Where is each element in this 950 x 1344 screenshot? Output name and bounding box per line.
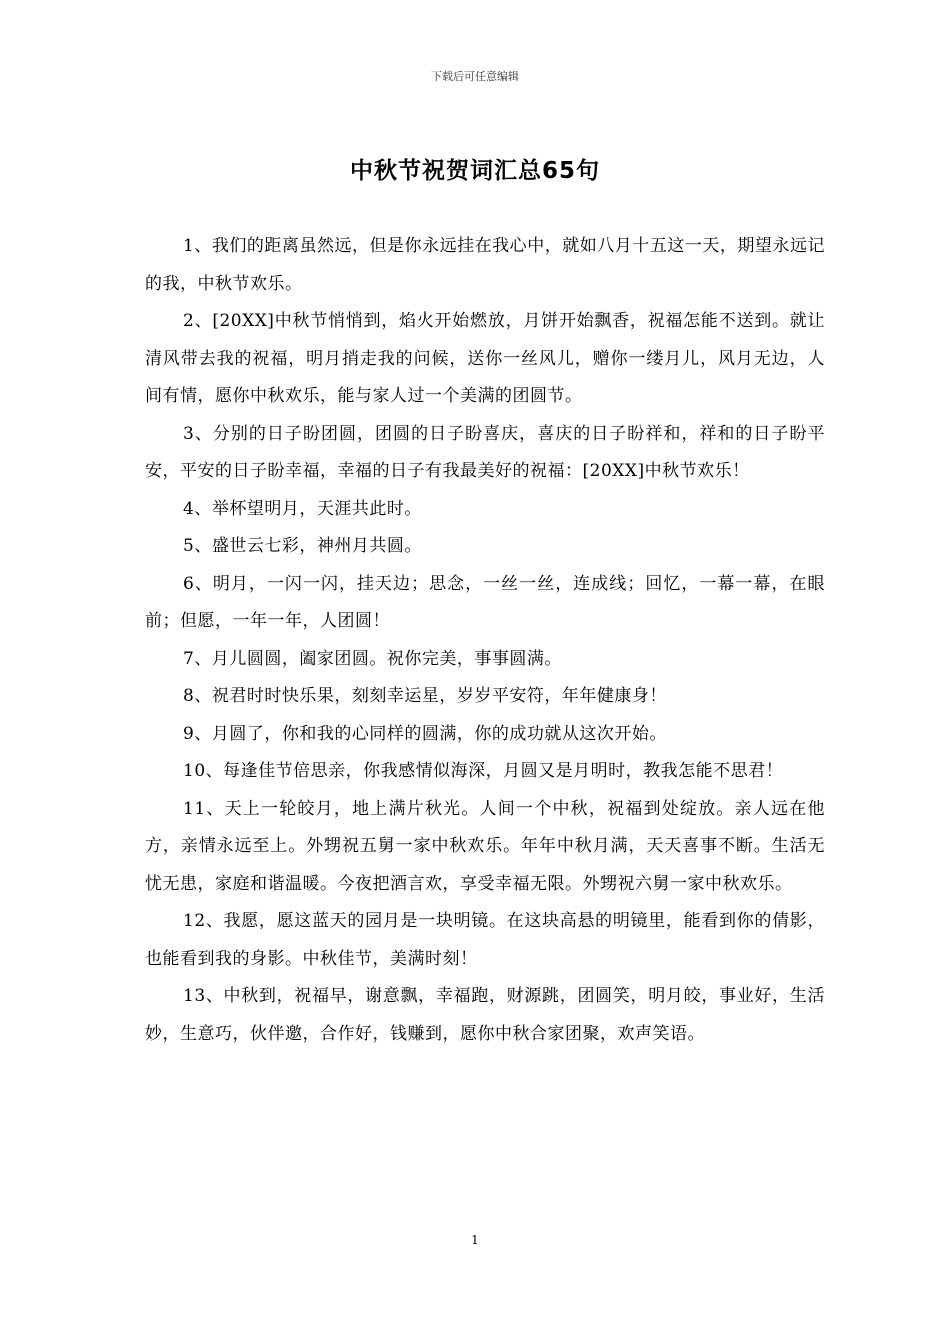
paragraph-3: 3、分别的日子盼团圆，团圆的日子盼喜庆，喜庆的日子盼祥和，祥和的日子盼平安，平安的日子盼幸福，幸福的日子有我最美好的祝福：[20XX]中秋节欢乐！ [145, 423, 825, 481]
paragraph-8: 8、祝君时时快乐果，刻刻幸运星，岁岁平安符，年年健康身！ [183, 686, 667, 706]
page-number: 1 [471, 1233, 479, 1247]
paragraph-1: 1、我们的距离虽然远，但是你永远挂在我心中，就如八月十五这一天，期望永远记的我，中秋节欢乐。 [145, 236, 825, 294]
header-note: 下载后可任意编辑 [431, 70, 519, 83]
paragraph-10: 10、每逢佳节倍思亲，你我感情似海深，月圆又是月明时，教我怎能不思君！ [183, 761, 784, 781]
document-body [145, 228, 825, 1053]
paragraph-7: 7、月儿圆圆，阖家团圆。祝你完美，事事圆满。 [183, 648, 562, 669]
paragraph-2: 2、[20XX]中秋节悄悄到，焰火开始燃放，月饼开始飘香，祝福怎能不送到。就让清风带去我的祝福，明月捎走我的问候，送你一丝风儿，赠你一缕月儿，风月无边，人间有情，愿你中秋欢乐，能与家人过一个美满的团圆节。 [145, 311, 825, 406]
document-title: 中秋节祝贺词汇总65句 [349, 158, 600, 184]
paragraph-6: 6、明月，一闪一闪，挂天边；思念，一丝一丝，连成线；回忆，一幕一幕，在眼前；但愿，一年一年，人团圆！ [145, 573, 825, 631]
paragraph-13: 13、中秋到，祝福早，谢意飘，幸福跑，财源跳，团圆笑，明月皎，事业好，生活妙，生意巧，伙伴邀，合作好，钱赚到，愿你中秋合家团聚，欢声笑语。 [145, 986, 825, 1044]
paragraph-12: 12、我愿，愿这蓝天的园月是一块明镜。在这块高悬的明镜里，能看到你的倩影，也能看到我的身影。中秋佳节，美满时刻！ [145, 911, 825, 969]
paragraph-9: 9、月圆了，你和我的心同样的圆满，你的成功就从这次开始。 [183, 723, 667, 744]
paragraph-5: 5、盛世云七彩，神州月共圆。 [183, 536, 422, 556]
paragraph-11: 11、天上一轮皎月，地上满片秋光。人间一个中秋，祝福到处绽放。亲人远在他方，亲情永远至上。外甥祝五舅一家中秋欢乐。年年中秋月满，天天喜事不断。生活无忧无患，家庭和谐温暖。今夜把酒言欢，享受幸福无限。外甥祝六舅一家中秋欢乐。 [145, 798, 825, 894]
paragraph-4: 4、举杯望明月，天涯共此时。 [183, 498, 422, 519]
